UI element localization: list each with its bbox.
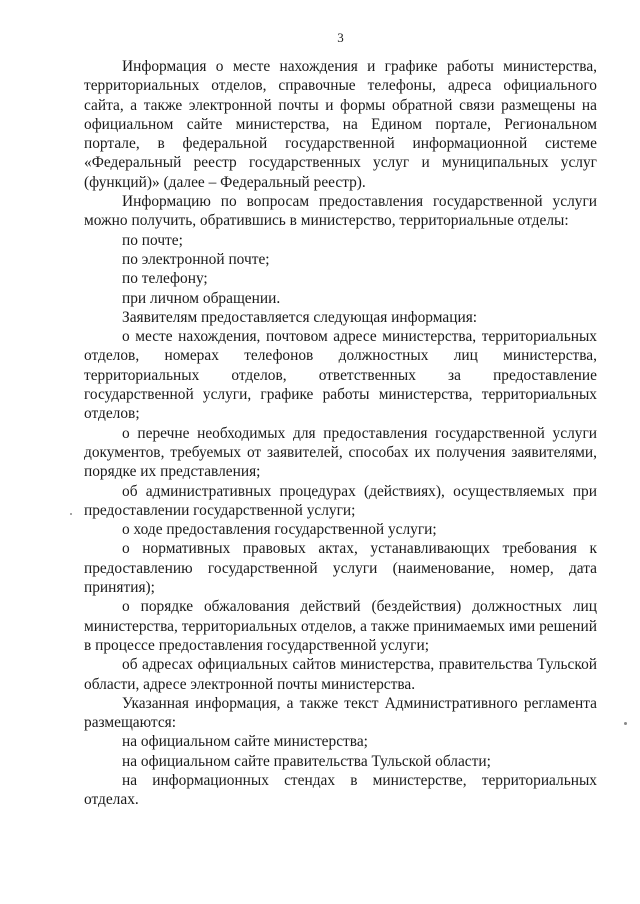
list-item-info-stands: на информационных стендах в министерстве, территориальных отделах. (84, 771, 597, 809)
document-body (84, 57, 597, 810)
document-page (84, 0, 597, 904)
list-item-progress: о ходе предоставления государственной услуги; (122, 521, 437, 539)
paragraph-location-info: Информация о месте нахождения и графике работы министерства, территориальных отделов, справочные телефоны, адреса официального сайта, а также электронной почты и формы обратной связи размещены на официальном сайте министерства, на Едином портале, Региональном портале, в федеральной государственной информационной системе «Федеральный реестр государственных услуг и муниципальных услуг (функций)» (далее – Федеральный реестр). (84, 58, 597, 191)
list-item-in-person: при личном обращении. (122, 289, 281, 307)
list-item-ministry-site: на официальном сайте министерства; (122, 733, 368, 751)
list-item-procedures: об административных процедурах (действиях), осуществляемых при предоставлении государственной услуги; (84, 482, 597, 519)
list-item-location-contacts: о месте нахождения, почтовом адресе министерства, территориальных отделов, номерах телефонов должностных лиц министерства, территориальных отделов, ответственных за предоставление государственной услуги, графике работы министерства, территориальных отделов; (84, 328, 597, 423)
list-item-legal-acts: о нормативных правовых актах, устанавливающих требования к предоставлению государственной услуги (наименование, номер, дата принятия); (84, 540, 597, 597)
list-item-by-phone: по телефону; (122, 270, 208, 288)
list-item-by-email: по электронной почте; (122, 250, 270, 268)
list-item-websites: об адресах официальных сайтов министерства, правительства Тульской области, адресе электронной почты министерства. (84, 656, 597, 693)
scan-speck (70, 513, 72, 515)
paragraph-placement: Указанная информация, а также текст Административного регламента размещаются: (84, 694, 597, 732)
page-number: 3 (337, 30, 344, 45)
list-item-by-mail: по почте; (122, 231, 183, 249)
list-item-government-site: на официальном сайте правительства Тульской области; (122, 752, 491, 770)
list-item-appeal: о порядке обжалования действий (бездействия) должностных лиц министерства, территориальных отделов, а также принимаемых ими решений в процессе предоставления государственной услуги; (84, 598, 597, 654)
list-item-documents: о перечне необходимых для предоставления государственной услуги документов, требуемых от заявителей, способах их получения заявителями, порядке их представления; (84, 424, 597, 481)
paragraph-how-to-get-info: Информацию по вопросам предоставления государственной услуги можно получить, обратившись в министерство, территориальные отделы: (84, 193, 597, 230)
paragraph-info-provided: Заявителям предоставляется следующая информация: (122, 308, 478, 326)
scan-speck (624, 722, 627, 725)
